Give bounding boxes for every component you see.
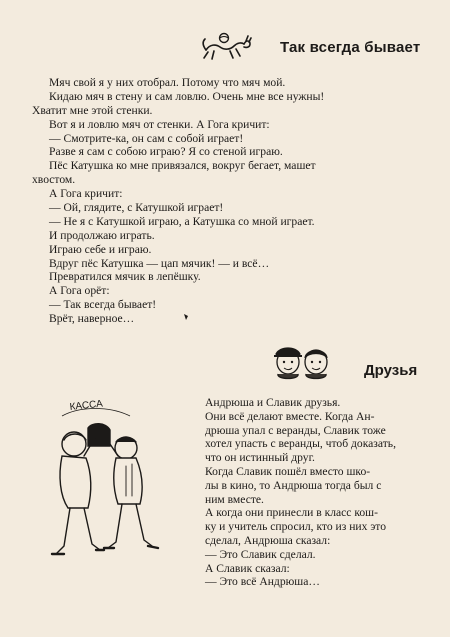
text-line: А Гога кричит: <box>49 187 123 201</box>
text-line: А Гога орёт: <box>49 284 110 298</box>
text-line: Кидаю мяч в стену и сам ловлю. Очень мне все нужны! <box>49 89 325 103</box>
text-line: Мяч свой я у них отобрал. Потому что мяч мой. <box>49 76 286 89</box>
separator-mark <box>183 313 189 321</box>
text-line: Когда Славик пошёл вместо шко- <box>205 464 371 478</box>
text-line: Андрюша и Славик друзья. <box>205 396 341 409</box>
dog-illustration <box>200 30 252 64</box>
kids-at-ticket-office-illustration <box>40 396 170 576</box>
text-line: Превратился мячик в лепёшку. <box>49 270 201 284</box>
text-line: — Ой, глядите, с Катушкой играет! <box>49 201 224 215</box>
text-line: сделал, Андрюша сказал: <box>205 533 331 547</box>
text-line: — Так всегда бывает! <box>49 298 157 312</box>
text-line: И продолжаю играть. <box>49 228 155 242</box>
story-text <box>205 396 423 589</box>
text-line: Вдруг пёс Катушка — цап мячик! — и всё… <box>49 256 270 270</box>
text-line: Вот я и ловлю мяч от стенки. А Гога кричит: <box>49 117 270 131</box>
text-line: хвостом. <box>32 173 76 187</box>
story-title: Так всегда бывает <box>280 39 421 56</box>
text-line: — Это всё Андрюша… <box>205 575 320 589</box>
text-line: Хватит мне этой стенки. <box>32 103 153 117</box>
text-line: хотел упасть с веранды, чтоб доказать, <box>205 437 396 451</box>
text-line: Играю себе и играю. <box>49 242 152 256</box>
text-line: А Славик сказал: <box>205 561 290 575</box>
story-title: Друзья <box>364 362 418 379</box>
text-line: А когда они принесли в класс кош- <box>205 506 378 520</box>
text-line: — Смотрите-ка, он сам с собой играет! <box>49 131 244 145</box>
two-boys-illustration <box>268 340 338 384</box>
text-line: — Не я с Катушкой играю, а Катушка со мной играет. <box>49 214 315 228</box>
story-text <box>32 76 424 326</box>
text-line: Пёс Катушка ко мне привязался, вокруг бегает, машет <box>49 159 316 173</box>
text-line: что он истинный друг. <box>205 451 315 465</box>
text-line: Врёт, наверное… <box>49 312 135 326</box>
text-line: Разве я сам с собою играю? Я со стеной играю. <box>49 145 283 159</box>
text-line: дрюша упал с веранды, Славик тоже <box>205 423 386 437</box>
text-line: Они всё делают вместе. Когда Ан- <box>205 409 375 423</box>
text-line: ку и учитель спросил, кто из них это <box>205 520 387 534</box>
text-line: ним вместе. <box>205 492 264 506</box>
ticket-office-sign: КАССА <box>69 398 104 413</box>
text-line: — Это Славик сделал. <box>205 547 316 561</box>
text-line: лы в кино, то Андрюша тогда был с <box>205 478 382 492</box>
